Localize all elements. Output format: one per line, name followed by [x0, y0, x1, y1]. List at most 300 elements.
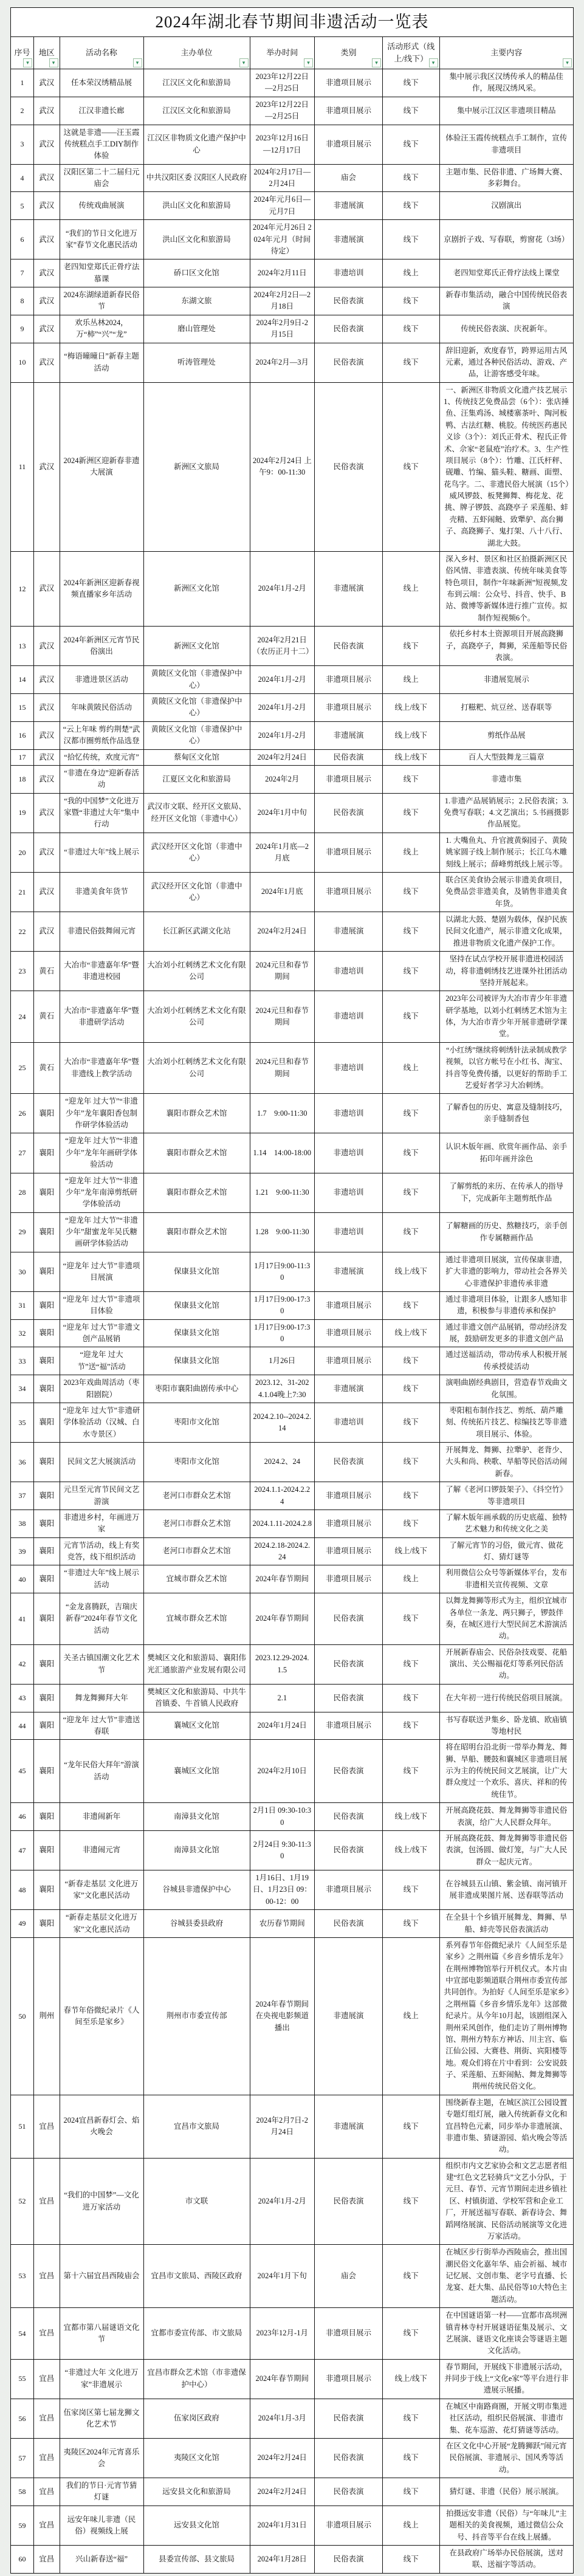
- cell-index: 44: [11, 1712, 34, 1740]
- cell-region: 荆州: [33, 1937, 60, 2095]
- cell-organizer: 枣阳市襄阳曲剧传承中心: [143, 1375, 250, 1403]
- cell-name: 大冶市“非遗嘉年华”暨非遗研学活动: [60, 991, 143, 1043]
- filter-icon[interactable]: ▾: [49, 58, 58, 67]
- cell-time: 2024年春节期间: [250, 1593, 314, 1645]
- table-row: [11, 1212, 574, 1252]
- cell-content: 开展高跷花鼓、舞龙舞狮等非遗民俗表演，给广大人民群众拜年。: [439, 1803, 573, 1831]
- table-row: [11, 1644, 574, 1684]
- cell-index: 58: [11, 2478, 34, 2506]
- cell-index: 34: [11, 1375, 34, 1403]
- cell-format: 线下: [383, 164, 440, 192]
- cell-content: 在全县十个乡镇开展舞龙、舞狮、旱船、蚌壳等民俗表演活动: [439, 1910, 573, 1938]
- cell-region: 武汉: [33, 721, 60, 749]
- cell-name: “迎龙年 过大节”非遗研学体验活动（汉城、白水寺景区）: [60, 1403, 143, 1442]
- cell-index: 21: [11, 872, 34, 912]
- cell-name: 非遗闹新年: [60, 1803, 143, 1831]
- cell-format: 线下: [383, 125, 440, 164]
- cell-time: 2024年1月-2月: [250, 551, 314, 626]
- cell-time: 2024年1月下旬: [250, 2245, 314, 2308]
- cell-index: 23: [11, 952, 34, 991]
- cell-name: “非遗过大年 文化进万家”非遗展示: [60, 2359, 143, 2399]
- cell-category: 民俗表演: [315, 1830, 383, 1870]
- cell-time: 2024年春节期间: [250, 2359, 314, 2399]
- cell-category: 民俗表演: [315, 749, 383, 765]
- cell-category: 非遗项目展示: [315, 2308, 383, 2360]
- cell-name: 2024东湖绿道新春民俗节: [60, 287, 143, 315]
- cell-name: “迎龙年 过大节”“非遗少年”龙年南漳剪纸研学体验活动: [60, 1173, 143, 1212]
- table-row: [11, 1482, 574, 1510]
- cell-category: 非遗项目展示: [315, 1482, 383, 1510]
- cell-organizer: 枣阳市文化馆: [143, 1403, 250, 1442]
- cell-content: 了解《老河口锣鼓架子》、《抖空竹》等非遗项目: [439, 1482, 573, 1510]
- cell-format: 线下: [383, 1870, 440, 1910]
- header-row: [11, 37, 574, 69]
- cell-format: 线下: [383, 912, 440, 952]
- cell-content: 通过非遗文创产品展销，带动经济发展，鼓励研发更多的非遗文创产品: [439, 1319, 573, 1347]
- cell-region: 襄阳: [33, 1319, 60, 1347]
- cell-index: 56: [11, 2399, 34, 2438]
- cell-time: 2024.2.18-2024.2.24: [250, 1537, 314, 1565]
- cell-name: “云上年味 剪约荆楚”武汉都市圈剪纸作品选登: [60, 721, 143, 749]
- cell-time: 2023年12月-1月: [250, 2308, 314, 2360]
- cell-content: 汉剧演出: [439, 192, 573, 220]
- cell-format: 线下: [383, 2245, 440, 2308]
- cell-category: 民俗表演: [315, 2399, 383, 2438]
- cell-category: 非遗项目展示: [315, 2359, 383, 2399]
- cell-organizer: 宜都市委宣传部、市文旅局: [143, 2308, 250, 2360]
- cell-region: 武汉: [33, 382, 60, 551]
- cell-index: 42: [11, 1644, 34, 1684]
- cell-organizer: 硚口区文化馆: [143, 259, 250, 287]
- cell-content: 在县政府广场举办民俗展演，送对联、送福字等活动。: [439, 2545, 573, 2573]
- cell-organizer: 襄城区文化馆: [143, 1740, 250, 1803]
- cell-region: 襄阳: [33, 1212, 60, 1252]
- cell-format: 线上: [383, 259, 440, 287]
- cell-name: 春节年俗微纪录片《人间至乐是家乡》: [60, 1937, 143, 2095]
- cell-organizer: 宜城市群众艺术馆: [143, 1565, 250, 1593]
- cell-format: 线下: [383, 315, 440, 343]
- cell-name: 第十六届宜昌西陵庙会: [60, 2245, 143, 2308]
- cell-name: “非遗过大年”线上展示: [60, 833, 143, 872]
- cell-name: 江汉非遗长廊: [60, 97, 143, 125]
- cell-region: 武汉: [33, 551, 60, 626]
- cell-format: 线下: [383, 1375, 440, 1403]
- table-row: [11, 627, 574, 666]
- cell-format: 线上: [383, 551, 440, 626]
- activity-table-body: [11, 69, 574, 2574]
- table-row: [11, 1252, 574, 1291]
- cell-index: 60: [11, 2545, 34, 2573]
- cell-name: 兴山新春送“福”: [60, 2545, 143, 2573]
- cell-format: 线下: [383, 343, 440, 382]
- cell-organizer: 保康县文化馆: [143, 1319, 250, 1347]
- cell-format: 线下: [383, 1094, 440, 1133]
- cell-content: 联合区美食协会展示非遗美食项目，免费品尝非遗美食，及销售非遗美食年货。: [439, 872, 573, 912]
- cell-category: 非遗培训: [315, 1173, 383, 1212]
- cell-time: 2023年12月22日—2月25日: [250, 97, 314, 125]
- cell-category: 非遗培训: [315, 991, 383, 1043]
- cell-index: 13: [11, 627, 34, 666]
- cell-category: 民俗表演: [315, 2478, 383, 2506]
- cell-time: 2024年春节期间在央视电影频道播出: [250, 1937, 314, 2095]
- cell-content: 围绕新春主题，在城区滨江公园设置专题灯组灯展，融入传统新春文化和宜昌特色元素，同步举办非遗展演、非遗市集、猜谜游园、焰火晚会等活动。: [439, 2095, 573, 2158]
- table-row: [11, 1319, 574, 1347]
- cell-name: “拾忆传统，欢度元宵”: [60, 749, 143, 765]
- table-row: [11, 97, 574, 125]
- cell-region: 武汉: [33, 872, 60, 912]
- cell-index: 40: [11, 1565, 34, 1593]
- cell-region: 宜昌: [33, 2399, 60, 2438]
- cell-time: 1.7 9:00-11:30: [250, 1094, 314, 1133]
- cell-category: 非遗项目展示: [315, 1537, 383, 1565]
- column-header-label: 主要内容: [490, 48, 523, 58]
- cell-format: 线上: [383, 666, 440, 694]
- cell-category: 非遗展演: [315, 721, 383, 749]
- table-row: [11, 1173, 574, 1212]
- cell-time: 2024年2月2日—2月18日: [250, 287, 314, 315]
- column-header-time: [250, 37, 314, 69]
- cell-index: 33: [11, 1347, 34, 1375]
- cell-index: 39: [11, 1537, 34, 1565]
- cell-category: 庙会: [315, 164, 383, 192]
- column-header-label: 活动形式（线上/线下）: [387, 41, 435, 64]
- cell-index: 19: [11, 793, 34, 833]
- cell-index: 29: [11, 1212, 34, 1252]
- cell-content: 枣阳粗布制作技艺、剪纸、葫芦雕刻、传统拓片技艺、棕编技艺等非遗项目展示、体验。: [439, 1403, 573, 1442]
- table-row: [11, 259, 574, 287]
- cell-name: “我们的节日文化进万家”春节文化惠民活动: [60, 220, 143, 259]
- cell-time: 2024年1月-3月: [250, 2399, 314, 2438]
- cell-category: 非遗培训: [315, 1403, 383, 1442]
- cell-region: 襄阳: [33, 1803, 60, 1831]
- cell-organizer: 远安县文化馆: [143, 2506, 250, 2545]
- cell-region: 宜昌: [33, 2095, 60, 2158]
- table-row: [11, 991, 574, 1043]
- cell-category: 民俗表演: [315, 1443, 383, 1482]
- cell-time: 2024年1月-2月: [250, 666, 314, 694]
- cell-format: 线上: [383, 833, 440, 872]
- cell-category: 非遗项目展示: [315, 97, 383, 125]
- cell-region: 襄阳: [33, 1537, 60, 1565]
- column-header-index: [11, 37, 34, 69]
- cell-name: 非遗美食年货节: [60, 872, 143, 912]
- cell-format: 线下: [383, 2308, 440, 2360]
- cell-content: 书写春联送尹集乡、卧龙镇、欧庙镇等地村民: [439, 1712, 573, 1740]
- cell-content: 老四知堂郑氏正骨疗法线上课堂: [439, 259, 573, 287]
- cell-category: 庙会: [315, 2245, 383, 2308]
- cell-format: 线下: [383, 1712, 440, 1740]
- cell-index: 28: [11, 1173, 34, 1212]
- cell-time: 2024年2月—3月: [250, 343, 314, 382]
- cell-format: 线下: [383, 1684, 440, 1712]
- cell-content: 集中展示我区汉绣传承人的精品佳作，展现汉绣风采。: [439, 69, 573, 97]
- cell-content: 京剧折子戏、写春联，剪窗花（3场）: [439, 220, 573, 259]
- table-row: [11, 1375, 574, 1403]
- cell-organizer: 樊城区文化和旅游局、襄阳伟光汇通旅游产业发展有限公司: [143, 1644, 250, 1684]
- cell-organizer: 远安县文化和旅游局: [143, 2478, 250, 2506]
- column-header-category: [315, 37, 383, 69]
- cell-category: 民俗表演: [315, 2438, 383, 2478]
- cell-region: 武汉: [33, 833, 60, 872]
- table-row: [11, 872, 574, 912]
- table-row: [11, 833, 574, 872]
- cell-region: 宜昌: [33, 2545, 60, 2573]
- cell-content: 非遗市集: [439, 765, 573, 793]
- table-row: [11, 551, 574, 626]
- cell-region: 武汉: [33, 912, 60, 952]
- cell-organizer: 蔡甸区文化馆: [143, 749, 250, 765]
- table-row: [11, 1133, 574, 1173]
- table-row: [11, 765, 574, 793]
- cell-region: 武汉: [33, 315, 60, 343]
- cell-organizer: 襄阳市群众艺术馆: [143, 1133, 250, 1173]
- cell-time: 2月1日 09:30-10:30: [250, 1803, 314, 1831]
- cell-content: 剪纸作品展: [439, 721, 573, 749]
- cell-index: 55: [11, 2359, 34, 2399]
- cell-time: 2024年2月: [250, 765, 314, 793]
- cell-organizer: 中共汉阳区委 汉阳区人民政府: [143, 164, 250, 192]
- cell-time: 2024年1月31日: [250, 2506, 314, 2545]
- cell-format: 线下: [383, 2158, 440, 2245]
- cell-region: 宜昌: [33, 2478, 60, 2506]
- cell-name: “非遗过大年”线上展示活动: [60, 1565, 143, 1593]
- cell-category: 非遗项目展示: [315, 1870, 383, 1910]
- cell-format: 线下: [383, 1212, 440, 1252]
- page-title: 2024年湖北春节期间非遗活动一览表: [11, 8, 574, 37]
- cell-format: 线下: [383, 765, 440, 793]
- cell-category: 非遗展演: [315, 2095, 383, 2158]
- table-row: [11, 1042, 574, 1094]
- cell-organizer: 樊城区文化和旅游局、中共牛首镇委、牛首镇人民政府: [143, 1684, 250, 1712]
- cell-content: 通过非遗项目展演，宣传保康非遗，扩大非遗的影响力，带动社会各界关心非遗保护非遗传承非遗: [439, 1252, 573, 1291]
- cell-content: 了解剪纸的来历、在传承人的指导下，完成新年主题剪纸作品: [439, 1173, 573, 1212]
- cell-organizer: 东湖文旅: [143, 287, 250, 315]
- cell-index: 12: [11, 551, 34, 626]
- cell-organizer: 新洲区文化馆: [143, 551, 250, 626]
- cell-index: 26: [11, 1094, 34, 1133]
- cell-time: 2024年2月24日: [250, 749, 314, 765]
- cell-name: 年味黄陂民俗活动: [60, 694, 143, 722]
- filter-icon[interactable]: ▾: [304, 58, 313, 67]
- cell-index: 50: [11, 1937, 34, 2095]
- cell-time: 1月16日、1月19日、1月23日 09：00-12：00: [250, 1870, 314, 1910]
- cell-name: “迎龙年 过大节”“非遗少年”龙年襄阳香包制作研学体验活动: [60, 1094, 143, 1133]
- cell-content: 在城区中南路商圈，开展文明市集进社区活动，组织民俗展演、非遗市集、花车巡游、花灯猜谜等活动。: [439, 2399, 573, 2438]
- cell-index: 59: [11, 2506, 34, 2545]
- cell-time: 1月17日9:00-11:30: [250, 1252, 314, 1291]
- cell-content: 集中展示江汉区非遗项目精品: [439, 97, 573, 125]
- cell-category: 民俗表演: [315, 1644, 383, 1684]
- cell-content: 了解糖画的历史、熬糖技巧，亲手创作专属糖画作品: [439, 1212, 573, 1252]
- cell-region: 襄阳: [33, 1712, 60, 1740]
- cell-format: 线下: [383, 382, 440, 551]
- cell-content: 猜灯谜、非遗（民俗）展示展演。: [439, 2478, 573, 2506]
- cell-organizer: 武汉经开区文化馆（非遗中心）: [143, 872, 250, 912]
- cell-category: 民俗表演: [315, 382, 383, 551]
- cell-format: 线下: [383, 627, 440, 666]
- cell-index: 54: [11, 2308, 34, 2360]
- cell-category: 非遗展演: [315, 912, 383, 952]
- cell-category: 非遗项目展示: [315, 1565, 383, 1593]
- cell-organizer: 洪山区文化和旅游局: [143, 220, 250, 259]
- cell-index: 20: [11, 833, 34, 872]
- table-row: [11, 287, 574, 315]
- cell-category: 非遗项目展示: [315, 666, 383, 694]
- filter-icon[interactable]: ▾: [372, 58, 381, 67]
- table-row: [11, 666, 574, 694]
- cell-region: 武汉: [33, 343, 60, 382]
- cell-index: 14: [11, 666, 34, 694]
- cell-time: 2024年1月底: [250, 872, 314, 912]
- cell-name: 夷陵区2024年元宵喜乐会: [60, 2438, 143, 2478]
- cell-region: 武汉: [33, 694, 60, 722]
- cell-category: 非遗项目展示: [315, 1291, 383, 1319]
- cell-index: 30: [11, 1252, 34, 1291]
- filter-icon[interactable]: ▾: [133, 58, 142, 67]
- cell-region: 襄阳: [33, 1173, 60, 1212]
- title-row: [11, 8, 574, 37]
- cell-format: 线上/线下: [383, 1319, 440, 1347]
- filter-icon[interactable]: ▾: [429, 58, 438, 67]
- cell-region: 宜昌: [33, 2308, 60, 2360]
- cell-content: 依托乡村本土资源项目开展高跷狮子，高跷亭子，舞狮，采莲船等民俗表演。: [439, 627, 573, 666]
- cell-format: 线下: [383, 952, 440, 991]
- cell-category: 非遗项目展示: [315, 1510, 383, 1537]
- cell-content: 非遗展览展示: [439, 666, 573, 694]
- cell-organizer: 武汉市文联、经开区文旅局、经开区文化馆（非遗中心）: [143, 793, 250, 833]
- cell-content: 打糍粑、炕豆丝、送春联等: [439, 694, 573, 722]
- cell-index: 4: [11, 164, 34, 192]
- cell-region: 襄阳: [33, 1375, 60, 1403]
- cell-region: 宜昌: [33, 2359, 60, 2399]
- cell-category: 非遗展演: [315, 551, 383, 626]
- cell-name: 关圣古镇国潮文化艺术节: [60, 1644, 143, 1684]
- cell-name: “新春走基层 文化进万家”文化惠民活动: [60, 1870, 143, 1910]
- cell-format: 线上: [383, 1937, 440, 2095]
- cell-time: 2023.12、31-2024.1.04晚上7:30: [250, 1375, 314, 1403]
- cell-index: 57: [11, 2438, 34, 2478]
- cell-format: 线下: [383, 991, 440, 1043]
- table-row: [11, 912, 574, 952]
- cell-region: 黄石: [33, 1042, 60, 1094]
- cell-format: 线下: [383, 1133, 440, 1173]
- cell-content: 体验汪玉霞传统糕点手工制作，宣传非遗项目: [439, 125, 573, 164]
- cell-index: 32: [11, 1319, 34, 1347]
- cell-organizer: 襄阳市群众艺术馆: [143, 1173, 250, 1212]
- cell-content: 主题市集、民俗非遗、广场舞大赛、多彩舞台。: [439, 164, 573, 192]
- table-row: [11, 315, 574, 343]
- cell-name: “迎龙年 过大节”非遗项目展演: [60, 1252, 143, 1291]
- cell-content: 组织市内文艺家协会和文艺志愿者组建“红色文艺轻骑兵”文艺小分队，于元旦、春节、元宵节期间走进乡镇社区、村镇街道、学校军营和企业工厂，开展送福写春联、新春诗会、舞蹈网络展演、民俗活动展演等文化进万家活动。: [439, 2158, 573, 2245]
- cell-category: 非遗培训: [315, 952, 383, 991]
- cell-format: 线上: [383, 2506, 440, 2545]
- filter-icon[interactable]: ▾: [23, 58, 32, 67]
- table-row: [11, 2308, 574, 2360]
- column-header-label: 类别: [340, 48, 357, 58]
- cell-name: “迎龙年 过大节”非遗项目体验: [60, 1291, 143, 1319]
- cell-category: 非遗展演: [315, 220, 383, 259]
- cell-content: 春节期间，开展线下非遗展示活动，并同步于线上“文化e家”等平台进行非遗展示展播。: [439, 2359, 573, 2399]
- cell-region: 宜昌: [33, 2158, 60, 2245]
- cell-category: 非遗项目展示: [315, 1347, 383, 1375]
- cell-index: 35: [11, 1403, 34, 1442]
- cell-name: 我们的节日·元宵节猜灯谜: [60, 2478, 143, 2506]
- cell-organizer: 黄陂区文化馆（非遗保护中心）: [143, 666, 250, 694]
- cell-index: 5: [11, 192, 34, 220]
- cell-time: 2月24日 9:30-11:30: [250, 1830, 314, 1870]
- cell-time: 1月17日9:00-17:30: [250, 1319, 314, 1347]
- cell-name: 2024宜昌新春灯会、焰火晚会: [60, 2095, 143, 2158]
- filter-icon[interactable]: ▾: [563, 58, 572, 67]
- cell-index: 51: [11, 2095, 34, 2158]
- cell-region: 武汉: [33, 287, 60, 315]
- cell-name: 伍家岗区第七届龙狮文化艺术节: [60, 2399, 143, 2438]
- cell-region: 宜昌: [33, 2245, 60, 2308]
- cell-name: 2024年新洲区迎新春视频直播家乡年活动: [60, 551, 143, 626]
- cell-region: 襄阳: [33, 1252, 60, 1291]
- cell-region: 襄阳: [33, 1644, 60, 1684]
- cell-format: 线下: [383, 1347, 440, 1375]
- cell-content: 演唱曲剧经典剧目，营造春节戏曲文化氛围。: [439, 1375, 573, 1403]
- cell-organizer: 襄阳市群众艺术馆: [143, 1094, 250, 1133]
- column-header-name: [60, 37, 143, 69]
- cell-content: 将在昭明台沿北街一带举办舞龙、舞狮、旱船、腰鼓和襄城区非遗项目展示为主的传统民间文艺展演，让广大群众度过一个欢乐、喜庆、祥和的传统佳节。: [439, 1740, 573, 1803]
- cell-category: 非遗培训: [315, 1212, 383, 1252]
- cell-time: 2024年1月中旬: [250, 793, 314, 833]
- cell-format: 线下: [383, 287, 440, 315]
- cell-region: 宜昌: [33, 2438, 60, 2478]
- cell-category: 民俗表演: [315, 2545, 383, 2573]
- cell-format: 线上/线下: [383, 1537, 440, 1565]
- cell-index: 2: [11, 97, 34, 125]
- cell-time: 2024元旦和春节期间: [250, 1042, 314, 1094]
- cell-content: 1.非遗产品展销展示；2.民俗表演；3.免费写春联；4.文艺演出；5.书画摄影作品展览。: [439, 793, 573, 833]
- cell-category: 非遗项目展示: [315, 872, 383, 912]
- cell-name: “非遗在身边”迎新春活动: [60, 765, 143, 793]
- cell-index: 27: [11, 1133, 34, 1173]
- cell-organizer: 南漳县文化馆: [143, 1830, 250, 1870]
- filter-icon[interactable]: ▾: [239, 58, 249, 67]
- cell-format: 线下: [383, 2545, 440, 2573]
- table-row: [11, 2399, 574, 2438]
- cell-time: 2024年2月10日: [250, 1740, 314, 1803]
- cell-time: 1月26日: [250, 1347, 314, 1375]
- cell-organizer: 听涛管理处: [143, 343, 250, 382]
- cell-category: 民俗表演: [315, 315, 383, 343]
- cell-name: 元宵节活动，线上有奖竞答，线下组织活动: [60, 1537, 143, 1565]
- cell-region: 襄阳: [33, 1565, 60, 1593]
- cell-organizer: 老河口市群众艺术馆: [143, 1510, 250, 1537]
- cell-organizer: 宜昌市文旅局、西陵区政府: [143, 2245, 250, 2308]
- cell-content: 2023年公司被评为大冶市青少年非遗研学基地，以刘小红刺绣艺术馆为主体，为大冶市青少年开展非遗研学课堂。: [439, 991, 573, 1043]
- cell-format: 线下: [383, 872, 440, 912]
- cell-name: 任本荣汉绣精品展: [60, 69, 143, 97]
- cell-content: 利用微信公众号等新媒体平台，发布非遗相关宣传视频、文章: [439, 1565, 573, 1593]
- table-row: [11, 694, 574, 722]
- cell-name: “迎龙年 过大节”非遗文创产品展销: [60, 1319, 143, 1347]
- cell-content: 通过送福活动，带动传承人积极开展传承授徒活动: [439, 1347, 573, 1375]
- cell-region: 武汉: [33, 765, 60, 793]
- cell-time: 2023年12月16日—12月17日: [250, 125, 314, 164]
- cell-content: 了解木版年画承载的历史底蕴、独特艺术魅力和传统文化之美: [439, 1510, 573, 1537]
- table-row: [11, 343, 574, 382]
- cell-time: 1.21 9:00-11:30: [250, 1173, 314, 1212]
- cell-name: 2023年戏曲周活动（枣阳剧院）: [60, 1375, 143, 1403]
- cell-organizer: 江夏区文化和旅游局: [143, 765, 250, 793]
- cell-content: 拍摄远安非遗（民俗）与“年味儿”主题相关的美食视频，通过微信公众号、抖音等平台在线上展播。: [439, 2506, 573, 2545]
- cell-region: 襄阳: [33, 1403, 60, 1442]
- cell-time: 2024.1.1-2024.2.24: [250, 1482, 314, 1510]
